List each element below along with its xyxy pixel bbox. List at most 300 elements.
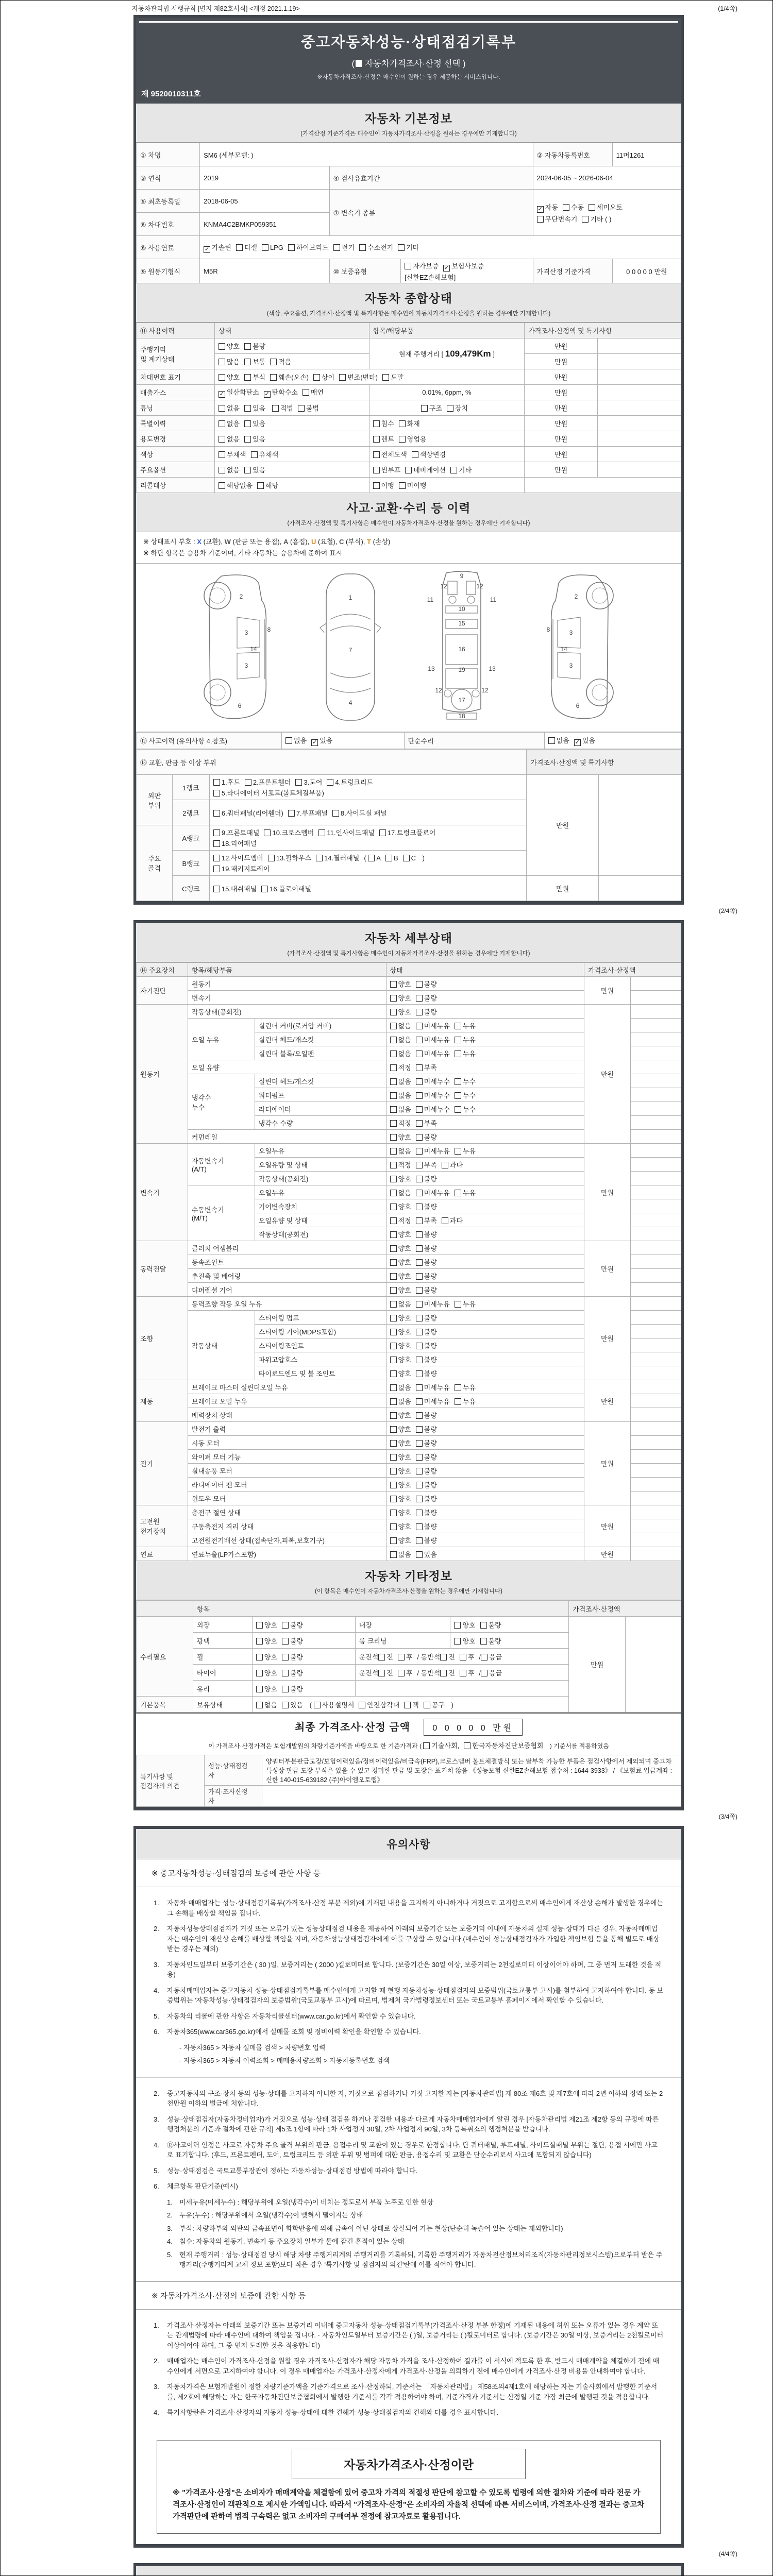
checkbox-checked[interactable] [443,261,484,272]
checkbox[interactable] [379,827,435,837]
checkbox-box[interactable] [416,1106,423,1113]
checkbox-box[interactable] [481,1670,488,1676]
checkbox-box[interactable] [390,1287,397,1294]
checkbox[interactable] [390,1507,411,1517]
checkbox-box[interactable] [455,1092,461,1099]
checkbox[interactable] [455,1090,476,1100]
checkbox-box[interactable] [412,451,418,458]
checkbox-box[interactable]: ✓ [205,246,210,252]
checkbox[interactable] [403,854,416,862]
checkbox-box[interactable] [390,1064,397,1071]
checkbox-box[interactable] [416,981,423,988]
checkbox[interactable] [398,1668,413,1677]
checkbox[interactable] [359,1700,399,1709]
checkbox[interactable] [390,1327,411,1336]
checkbox[interactable] [548,735,569,745]
checkbox-box[interactable] [455,1398,461,1405]
checkbox-box[interactable] [295,779,302,786]
checkbox[interactable] [288,808,328,818]
checkbox-box[interactable] [390,1231,397,1238]
checkbox[interactable] [282,1684,303,1693]
checkbox[interactable] [339,372,378,382]
checkbox-box[interactable] [282,1622,289,1629]
checkbox-box[interactable] [282,1638,289,1645]
checkbox-box[interactable] [416,995,423,1002]
checkbox-box[interactable] [390,1245,397,1252]
checkbox-box[interactable] [316,855,323,861]
checkbox[interactable] [399,434,427,444]
checkbox[interactable] [285,735,307,745]
checkbox[interactable] [390,1174,411,1183]
checkbox[interactable] [455,1146,476,1156]
checkbox[interactable] [256,1620,277,1630]
checkbox-box[interactable] [390,1426,397,1433]
checkbox-box[interactable] [480,1638,487,1645]
checkbox[interactable] [582,214,611,224]
checkbox[interactable] [416,1243,437,1253]
checkbox[interactable] [416,1521,437,1531]
checkbox[interactable] [455,1035,476,1044]
checkbox-box[interactable] [213,866,220,872]
checkbox-box[interactable] [480,1622,487,1629]
checkbox-box[interactable] [442,1217,448,1224]
checkbox-box[interactable] [416,1245,423,1252]
checkbox[interactable] [359,242,393,252]
checkbox[interactable] [480,1620,501,1630]
checkbox[interactable] [416,1466,437,1476]
checkbox-box[interactable] [390,1398,397,1405]
checkbox-box[interactable] [219,467,225,473]
checkbox[interactable] [213,788,324,798]
checkbox-box[interactable] [244,374,251,381]
checkbox-box[interactable] [563,204,569,211]
checkbox[interactable] [244,341,265,351]
checkbox[interactable] [264,827,314,837]
checkbox-box[interactable] [256,1638,263,1645]
checkbox[interactable] [455,1299,476,1309]
checkbox-box[interactable]: ✓ [444,265,449,271]
checkbox[interactable] [424,1700,445,1709]
checkbox-box[interactable] [257,482,264,489]
checkbox-box[interactable] [416,1037,423,1043]
checkbox[interactable] [244,403,265,413]
checkbox-box[interactable] [416,1009,423,1015]
checkbox[interactable] [390,1396,411,1406]
checkbox-box[interactable] [416,1384,423,1391]
checkbox[interactable] [416,1549,437,1559]
checkbox[interactable] [454,1636,475,1646]
checkbox[interactable] [256,1636,277,1646]
checkbox-box[interactable] [385,855,392,861]
checkbox[interactable] [390,1354,411,1364]
checkbox-box[interactable] [405,467,412,473]
checkbox-box[interactable]: ✓ [575,739,580,746]
checkbox[interactable] [416,1007,437,1016]
checkbox-box[interactable] [416,1259,423,1266]
checkbox-box[interactable] [390,981,397,988]
checkbox-box[interactable] [442,1162,448,1168]
checkbox[interactable] [244,372,265,382]
checkbox-box[interactable] [261,886,268,892]
checkbox[interactable] [480,1636,501,1646]
checkbox[interactable] [416,1132,437,1142]
checkbox-box[interactable] [399,482,406,489]
checkbox-box[interactable] [382,374,389,381]
checkbox[interactable] [455,1104,476,1114]
checkbox-box[interactable] [256,1654,263,1660]
checkbox[interactable] [390,1035,411,1044]
checkbox[interactable] [219,465,240,474]
checkbox-box[interactable] [464,1742,470,1749]
checkbox-box[interactable] [378,1654,385,1660]
checkbox[interactable] [256,1652,277,1662]
checkbox[interactable] [481,1668,502,1677]
checkbox[interactable] [390,1285,411,1295]
checkbox[interactable] [589,202,623,212]
checkbox[interactable] [390,1243,411,1253]
checkbox-box[interactable] [454,1638,461,1645]
checkbox[interactable] [390,1132,411,1142]
checkbox-box[interactable] [582,216,589,223]
checkbox-box[interactable] [390,1301,397,1308]
checkbox[interactable] [390,979,411,989]
checkbox[interactable] [219,480,253,490]
checkbox-box[interactable] [390,1370,397,1377]
checkbox-box[interactable] [390,1009,397,1015]
checkbox-box[interactable] [213,790,220,796]
checkbox[interactable] [314,1700,355,1709]
checkbox-box[interactable]: ✓ [312,739,317,746]
checkbox[interactable] [313,372,334,382]
checkbox-box[interactable] [373,451,380,458]
checkbox-box[interactable] [416,1273,423,1280]
checkbox[interactable] [390,1424,411,1434]
checkbox-box[interactable] [416,1050,423,1057]
checkbox[interactable] [390,1341,411,1350]
checkbox-box[interactable] [403,855,410,861]
checkbox-box[interactable] [390,1551,397,1558]
checkbox[interactable] [219,341,240,351]
checkbox[interactable] [390,1313,411,1323]
checkbox[interactable] [268,853,311,862]
checkbox-box[interactable] [390,1162,397,1168]
checkbox[interactable] [373,449,407,459]
checkbox[interactable] [390,1410,411,1420]
checkbox[interactable] [213,863,270,873]
checkbox[interactable] [416,1368,437,1378]
checkbox-box[interactable] [390,1357,397,1363]
checkbox-box[interactable] [318,829,325,836]
checkbox-box[interactable] [455,1301,461,1308]
checkbox-box[interactable] [244,359,251,365]
checkbox-box[interactable] [416,1523,423,1530]
checkbox[interactable] [318,827,374,837]
checkbox-box[interactable] [589,204,595,211]
checkbox-box[interactable] [416,1357,423,1363]
checkbox[interactable] [416,1048,450,1058]
checkbox[interactable] [373,434,394,444]
checkbox-box[interactable] [288,244,295,251]
checkbox-box[interactable] [390,1343,397,1349]
checkbox-box[interactable] [416,1217,423,1224]
checkbox-box[interactable] [416,1204,423,1210]
checkbox[interactable] [416,1146,450,1156]
checkbox[interactable] [390,1257,411,1267]
checkbox[interactable] [390,1382,411,1392]
checkbox-box[interactable] [390,1482,397,1488]
checkbox-box[interactable] [332,810,339,817]
checkbox[interactable] [219,418,240,428]
checkbox-box[interactable] [548,737,555,744]
checkbox-box[interactable] [390,1106,397,1113]
checkbox[interactable] [481,1652,502,1662]
checkbox-box[interactable] [416,1343,423,1349]
checkbox-box[interactable] [455,1037,461,1043]
checkbox-box[interactable] [373,420,380,427]
checkbox-box[interactable] [455,1384,461,1391]
checkbox[interactable] [416,1257,437,1267]
checkbox[interactable] [416,1452,437,1462]
checkbox-box[interactable] [213,810,220,817]
checkbox-box[interactable] [423,1742,430,1749]
checkbox-box[interactable] [416,1482,423,1488]
checkbox-box[interactable] [416,1510,423,1516]
checkbox[interactable] [390,993,411,1003]
checkbox-box[interactable] [390,1078,397,1085]
checkbox[interactable] [373,480,394,490]
checkbox[interactable] [256,1684,277,1693]
checkbox[interactable] [390,1549,411,1559]
checkbox-box[interactable] [359,244,366,251]
checkbox[interactable] [416,1174,437,1183]
checkbox-box[interactable] [219,359,225,365]
checkbox[interactable] [399,480,427,490]
checkbox-box[interactable] [256,1622,263,1629]
checkbox-box[interactable] [416,1064,423,1071]
checkbox-box[interactable] [455,1023,461,1029]
checkbox-checked[interactable] [574,735,595,746]
checkbox-box[interactable] [455,1050,461,1057]
checkbox-box[interactable] [288,810,295,817]
checkbox[interactable] [416,1299,450,1309]
checkbox-box[interactable] [213,855,220,861]
checkbox-box[interactable] [390,1329,397,1335]
checkbox-box[interactable] [416,1398,423,1405]
checkbox[interactable] [390,1160,411,1170]
checkbox-box[interactable] [460,1654,466,1660]
checkbox[interactable] [416,1035,450,1044]
checkbox[interactable] [416,1438,437,1448]
checkbox[interactable] [213,827,260,837]
checkbox-box[interactable] [416,1537,423,1544]
checkbox[interactable] [251,449,279,459]
checkbox-box[interactable] [390,1217,397,1224]
checkbox[interactable] [440,1652,455,1662]
checkbox-box[interactable] [416,1315,423,1321]
checkbox[interactable] [416,1494,437,1503]
checkbox[interactable] [390,1271,411,1281]
checkbox-box[interactable] [339,374,346,381]
checkbox[interactable] [416,1480,437,1489]
checkbox-box[interactable] [270,359,277,365]
checkbox-box[interactable] [390,1148,397,1155]
checkbox-box[interactable] [390,995,397,1002]
checkbox[interactable] [390,1215,411,1225]
checkbox[interactable] [398,242,419,252]
checkbox-box[interactable] [455,1190,461,1196]
checkbox-box[interactable] [390,1204,397,1210]
checkbox[interactable] [390,1521,411,1531]
checkbox[interactable] [460,1652,475,1662]
checkbox[interactable] [416,1285,437,1295]
checkbox[interactable] [256,1700,277,1709]
checkbox[interactable] [382,372,404,382]
checkbox[interactable] [390,1007,411,1016]
checkbox[interactable] [390,1118,411,1128]
checkbox-box[interactable] [390,1190,397,1196]
checkbox-box[interactable] [244,420,251,427]
checkbox[interactable] [416,1410,437,1420]
checkbox-box[interactable] [390,1259,397,1266]
checkbox[interactable] [270,357,291,366]
checkbox-box[interactable] [390,1050,397,1057]
checkbox-box[interactable] [264,829,271,836]
checkbox-box[interactable] [399,436,406,443]
checkbox[interactable] [213,777,240,787]
checkbox[interactable] [219,434,240,444]
checkbox-checked[interactable] [264,387,298,398]
checkbox[interactable] [455,1048,476,1058]
checkbox-box[interactable] [256,1670,263,1676]
checkbox-box[interactable] [390,1384,397,1391]
checkbox[interactable] [399,418,420,428]
checkbox[interactable] [390,1076,411,1086]
checkbox-box[interactable] [270,374,277,381]
checkbox[interactable] [298,403,319,413]
checkbox-box[interactable] [219,482,225,489]
checkbox[interactable] [390,1188,411,1197]
checkbox-box[interactable] [359,1702,365,1708]
checkbox[interactable] [416,1382,450,1392]
checkbox[interactable] [405,465,446,474]
checkbox-box[interactable] [213,840,220,847]
checkbox-box[interactable] [416,1426,423,1433]
checkbox-box[interactable] [245,779,251,786]
checkbox[interactable] [378,1668,393,1677]
checkbox-box[interactable] [390,1523,397,1530]
checkbox[interactable] [416,993,437,1003]
checkbox[interactable] [390,1452,411,1462]
checkbox[interactable] [442,1215,463,1225]
checkbox[interactable] [416,979,437,989]
checkbox-box[interactable] [244,467,251,473]
checkbox[interactable] [244,357,265,366]
checkbox[interactable] [390,1368,411,1378]
checkbox-box[interactable] [398,244,405,251]
checkbox[interactable] [390,1535,411,1545]
checkbox[interactable] [416,1090,450,1100]
checkbox[interactable] [455,1021,476,1030]
checkbox-checked[interactable] [219,387,259,398]
checkbox[interactable] [282,1652,303,1662]
checkbox[interactable] [219,449,246,459]
checkbox-box[interactable] [390,1037,397,1043]
checkbox-box[interactable] [416,1370,423,1377]
checkbox-box[interactable] [314,1702,321,1708]
checkbox-box[interactable] [244,436,251,443]
checkbox-checked[interactable] [311,735,332,746]
checkbox[interactable] [537,214,578,224]
checkbox[interactable] [416,1424,437,1434]
checkbox-box[interactable] [416,1120,423,1127]
checkbox-box[interactable] [256,1686,263,1692]
checkbox[interactable] [245,777,291,787]
checkbox-box[interactable] [256,1702,263,1708]
checkbox-box[interactable] [379,829,386,836]
checkbox[interactable] [455,1076,476,1086]
checkbox-box[interactable]: ✓ [537,206,543,212]
checkbox[interactable] [272,403,293,413]
checkbox-box[interactable] [440,1654,447,1660]
checkbox-box[interactable]: ✓ [264,391,270,397]
checkbox-box[interactable] [373,467,380,473]
checkbox-box[interactable] [390,1092,397,1099]
checkbox[interactable] [282,1700,303,1709]
checkbox-box[interactable] [447,405,453,412]
checkbox[interactable] [416,1354,437,1364]
checkbox[interactable] [563,202,584,212]
checkbox[interactable] [282,1636,303,1646]
checkbox-box[interactable] [416,1162,423,1168]
checkbox[interactable] [440,1668,455,1677]
checkbox[interactable] [213,838,257,848]
checkbox[interactable] [385,854,398,862]
checkbox-box[interactable] [399,420,406,427]
checkbox-box[interactable] [236,244,243,251]
checkbox[interactable] [213,808,283,818]
checkbox[interactable] [261,884,311,893]
checkbox-box[interactable] [378,1670,385,1676]
checkbox[interactable] [416,1271,437,1281]
checkbox-box[interactable] [390,1273,397,1280]
checkbox-checked[interactable] [537,202,558,213]
checkbox[interactable] [421,403,442,413]
checkbox-box[interactable] [282,1686,289,1692]
checkbox[interactable] [398,1652,413,1662]
checkbox-box[interactable] [390,1134,397,1141]
checkbox-box[interactable] [416,1176,423,1182]
checkbox[interactable] [282,1668,303,1677]
checkbox-box[interactable] [416,1092,423,1099]
checkbox[interactable] [257,480,278,490]
checkbox-box[interactable] [416,1190,423,1196]
checkbox[interactable] [416,1160,437,1170]
checkbox[interactable] [416,1313,437,1323]
checkbox-box[interactable] [416,1329,423,1335]
checkbox[interactable] [390,1229,411,1239]
checkbox-box[interactable] [455,1078,461,1085]
checkbox-box[interactable] [416,1134,423,1141]
checkbox-box[interactable] [404,1702,411,1708]
checkbox-box[interactable] [390,1412,397,1419]
checkbox-box[interactable] [219,451,225,458]
checkbox-box[interactable] [333,244,340,251]
checkbox-box[interactable] [398,1670,405,1676]
checkbox[interactable] [416,1215,437,1225]
checkbox[interactable] [447,403,468,413]
checkbox[interactable] [244,465,265,474]
checkbox[interactable] [416,1076,450,1086]
